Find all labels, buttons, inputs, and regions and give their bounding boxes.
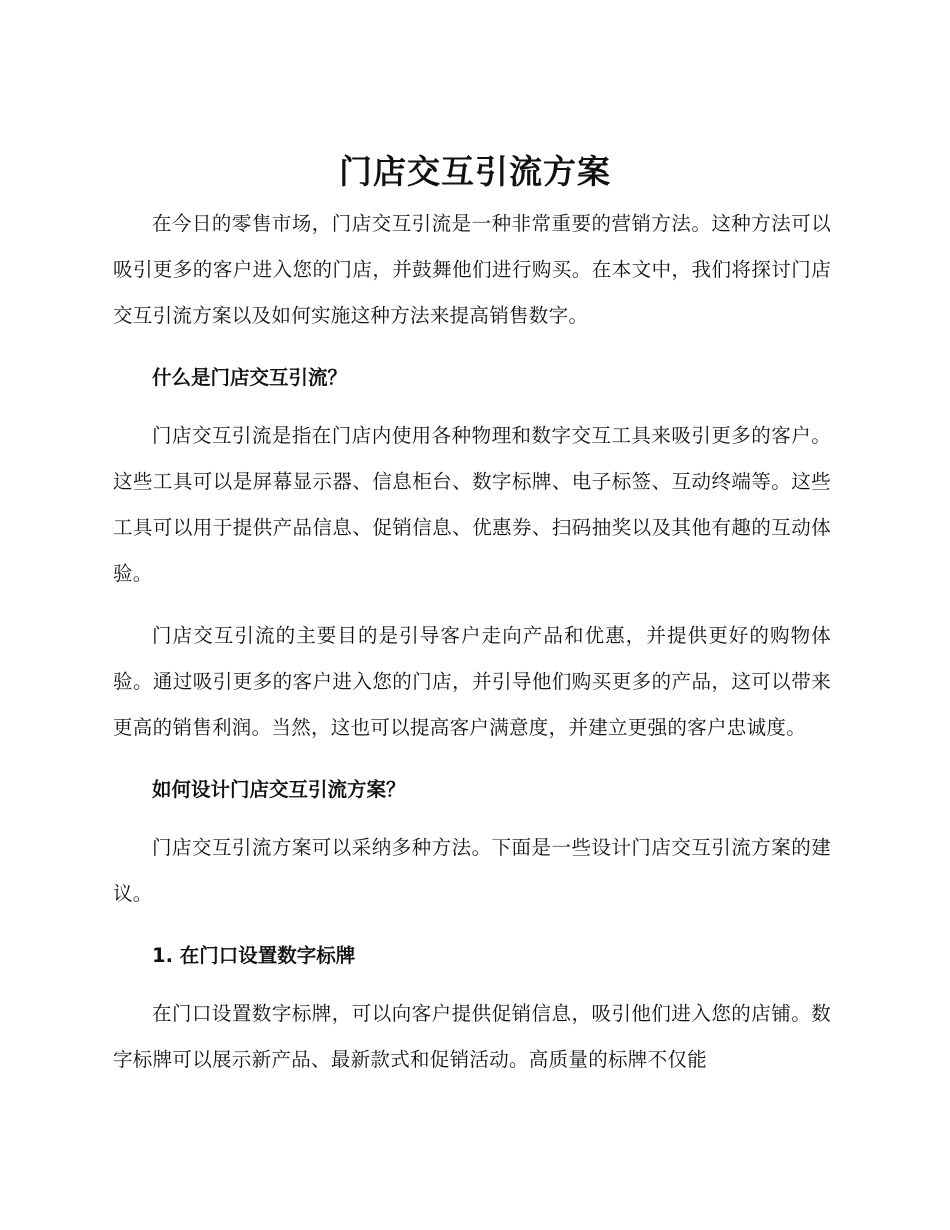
spacer [113,339,831,355]
spacer [113,813,831,825]
document-body [113,201,831,1083]
spacer [113,751,831,767]
item1-heading: 1. 在门口设置数字标牌 [152,944,356,967]
intro-paragraph: 在今日的零售市场，门店交互引流是一种非常重要的营销方法。这种方法可以吸引更多的客户进入您的门店，并鼓舞他们进行购买。在本文中，我们将探讨门店交互引流方案以及如何实施这种方法来提高销售数字。 [113,212,831,327]
section-heading-how-to-design: 如何设计门店交互引流方案？ [152,778,406,801]
spacer [113,917,831,933]
section-heading-what-is: 什么是门店交互引流？ [152,366,348,389]
section1-paragraph-1: 门店交互引流是指在门店内使用各种物理和数字交互工具来吸引更多的客户。这些工具可以是屏幕显示器、信息柜台、数字标牌、电子标签、互动终端等。这些工具可以用于提供产品信息、促销信息、优惠券、扫码抽奖以及其他有趣的互动体验。 [113,424,831,585]
item1-paragraph-1: 在门口设置数字标牌，可以向客户提供促销信息，吸引他们进入您的店铺。数字标牌可以展示新产品、最新款式和促销活动。高质量的标牌不仅能 [113,1002,831,1071]
document-title: 门店交互引流方案 [339,152,611,191]
section2-paragraph-1: 门店交互引流方案可以采纳多种方法。下面是一些设计门店交互引流方案的建议。 [113,836,831,905]
spacer [113,979,831,991]
spacer [113,401,831,413]
section1-paragraph-2: 门店交互引流的主要目的是引导客户走向产品和优惠，并提供更好的购物体验。通过吸引更多的客户进入您的门店，并引导他们购买更多的产品，这可以带来更高的销售利润。当然，这也可以提高客户满意度，并建立更强的客户忠诚度。 [113,624,831,739]
spacer [113,597,831,613]
